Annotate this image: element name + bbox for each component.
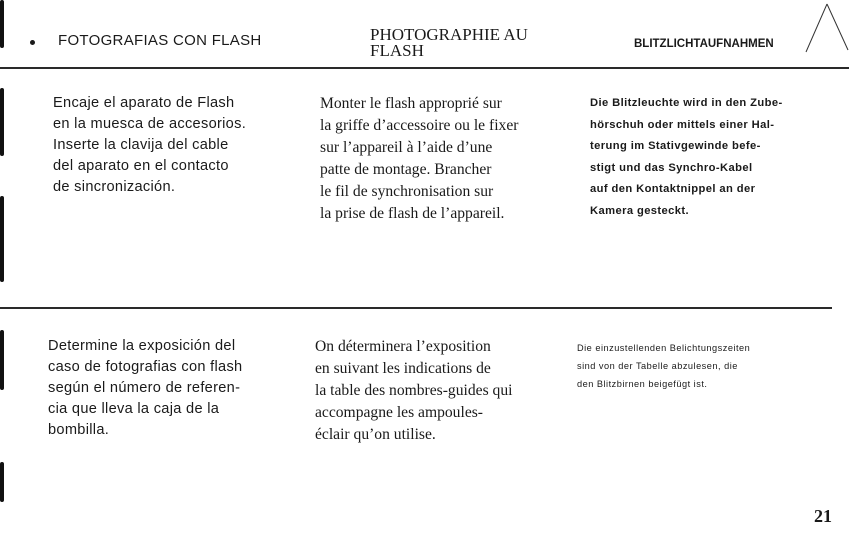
header-bullet <box>30 40 35 45</box>
section1-french <box>320 93 553 225</box>
text-line: Die Blitzleuchte wird in den Zube- <box>590 97 783 109</box>
text-line: hörschuh oder mittels einer Hal- <box>590 118 775 131</box>
section2-french <box>315 336 548 446</box>
text-line: cia que lleva la caja de la <box>48 401 220 417</box>
text-line: la griffe d’accessoire ou le fixer <box>320 117 519 134</box>
text-line: en suivant les indications de <box>315 360 491 377</box>
section1-german <box>590 93 821 222</box>
text-line: auf den Kontaktnippel an der <box>590 183 756 195</box>
text-line: bombilla. <box>48 422 110 438</box>
text-line: patte de montage. Brancher <box>320 161 492 178</box>
section-rule <box>0 307 832 309</box>
scan-edge-mark <box>0 330 4 390</box>
text-line: accompagne les ampoules- <box>315 404 483 421</box>
text-line: stigt und das Synchro-Kabel <box>590 161 753 174</box>
text-line: según el número de referen- <box>48 380 241 396</box>
section1-spanish <box>53 93 289 198</box>
corner-fold-mark <box>780 0 849 60</box>
text-line: la table des nombres-guides qui <box>315 382 513 399</box>
header-french-line: PHOTOGRAPHIE AU <box>370 25 528 44</box>
scan-edge-mark <box>0 88 4 156</box>
text-line: Kamera gesteckt. <box>590 204 690 217</box>
scan-edge-mark <box>0 196 4 282</box>
header-spanish: FOTOGRAFIAS CON FLASH <box>58 32 262 49</box>
section2-spanish <box>48 336 284 441</box>
text-line: la prise de flash de l’appareil. <box>320 205 505 222</box>
text-line: Inserte la clavija del cable <box>53 137 229 153</box>
text-line: sind von der Tabelle abzulesen, die <box>577 361 738 371</box>
scan-edge-mark <box>0 462 4 502</box>
text-line: le fil de synchronisation sur <box>320 183 494 200</box>
text-line: Monter le flash approprié sur <box>320 95 502 112</box>
section2-german <box>577 339 812 393</box>
text-line: sur l’appareil à l’aide d’une <box>320 139 493 156</box>
header-french-line: FLASH <box>370 41 424 60</box>
text-line: éclair qu’on utilise. <box>315 426 436 443</box>
text-line: Die einzustellenden Belichtungszeiten <box>577 343 751 353</box>
text-line: de sincronización. <box>53 179 176 195</box>
header-german: BLITZLICHTAUFNAHMEN <box>634 38 774 50</box>
text-line: On déterminera l’exposition <box>315 338 491 355</box>
text-line: Determine la exposición del <box>48 338 236 354</box>
text-line: en la muesca de accesorios. <box>53 116 247 132</box>
header-french <box>370 27 570 59</box>
scan-edge-mark <box>0 0 4 48</box>
text-line: den Blitzbirnen beigefügt ist. <box>577 379 708 389</box>
header-rule <box>0 67 849 69</box>
page-number: 21 <box>814 506 832 526</box>
text-line: caso de fotografias con flash <box>48 359 243 375</box>
text-line: Encaje el aparato de Flash <box>53 95 235 111</box>
text-line: del aparato en el contacto <box>53 158 229 174</box>
text-line: terung im Stativgewinde befe- <box>590 140 761 152</box>
